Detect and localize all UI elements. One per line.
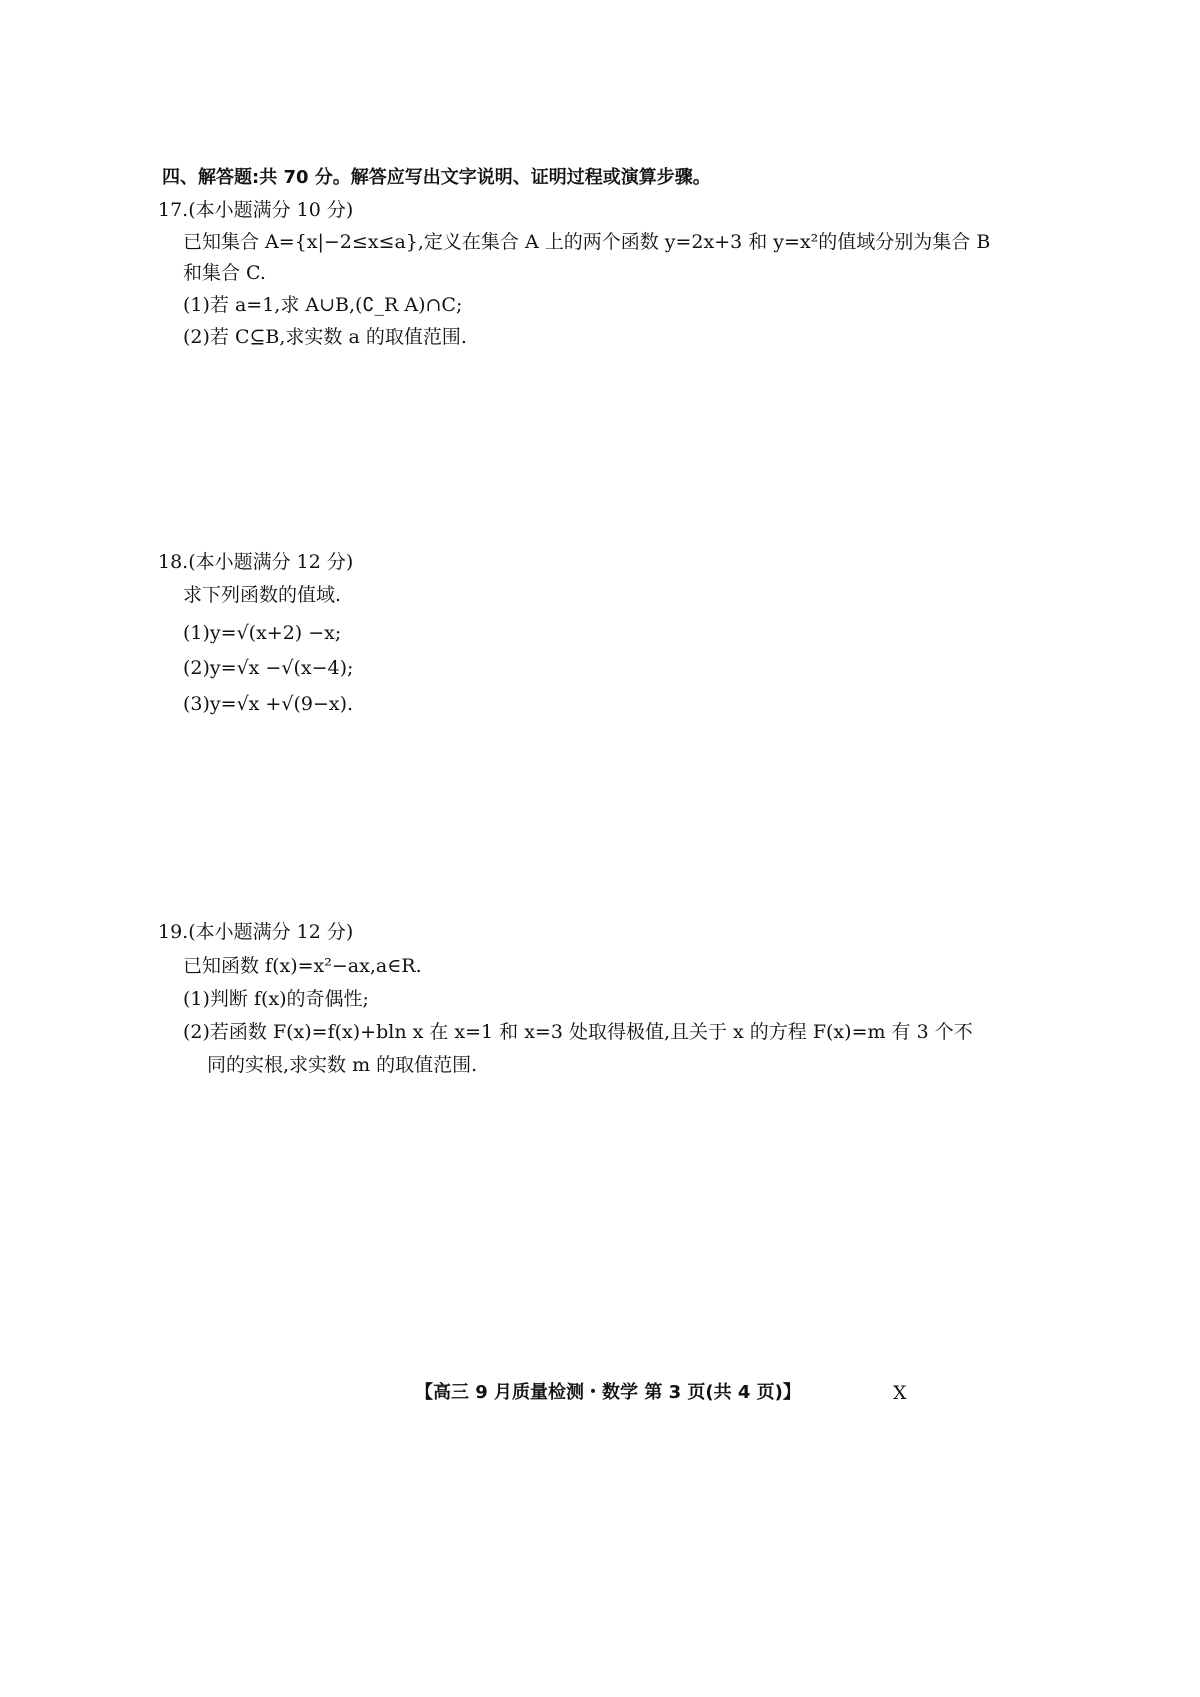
q19-number: 19.(本小题满分 12 分): [158, 921, 354, 943]
q19-stem: 已知函数 f(x)=x²−ax,a∈R.: [183, 955, 422, 977]
q18-part1: (1)y=√(x+2) −x;: [183, 622, 342, 644]
q17-stem-line2: 和集合 C.: [183, 262, 266, 284]
q17-part2: (2)若 C⊆B,求实数 a 的取值范围.: [183, 326, 467, 348]
q19-part2-line2: 同的实根,求实数 m 的取值范围.: [207, 1054, 478, 1076]
q18-part2: (2)y=√x −√(x−4);: [183, 657, 354, 679]
q18-part3: (3)y=√x +√(9−x).: [183, 693, 354, 715]
q19-part1: (1)判断 f(x)的奇偶性;: [183, 988, 369, 1010]
q18-number: 18.(本小题满分 12 分): [158, 551, 354, 573]
q17-part1: (1)若 a=1,求 A∪B,(∁_R A)∩C;: [183, 294, 463, 316]
q19-part2-line1: (2)若函数 F(x)=f(x)+bln x 在 x=1 和 x=3 处取得极值,且关于 x 的方程 F(x)=m 有 3 个不: [183, 1021, 973, 1043]
q18-stem: 求下列函数的值域.: [183, 584, 342, 606]
section-heading: 四、解答题:共 70 分。解答应写出文字说明、证明过程或演算步骤。: [162, 167, 711, 188]
q17-number: 17.(本小题满分 10 分): [158, 199, 354, 221]
footer-mark: X: [893, 1382, 907, 1404]
q17-stem-line1: 已知集合 A={x|−2≤x≤a},定义在集合 A 上的两个函数 y=2x+3 和 y=x²的值域分别为集合 B: [183, 231, 991, 253]
footer-title: 【高三 9 月质量检测・数学 第 3 页(共 4 页)】: [415, 1382, 801, 1403]
